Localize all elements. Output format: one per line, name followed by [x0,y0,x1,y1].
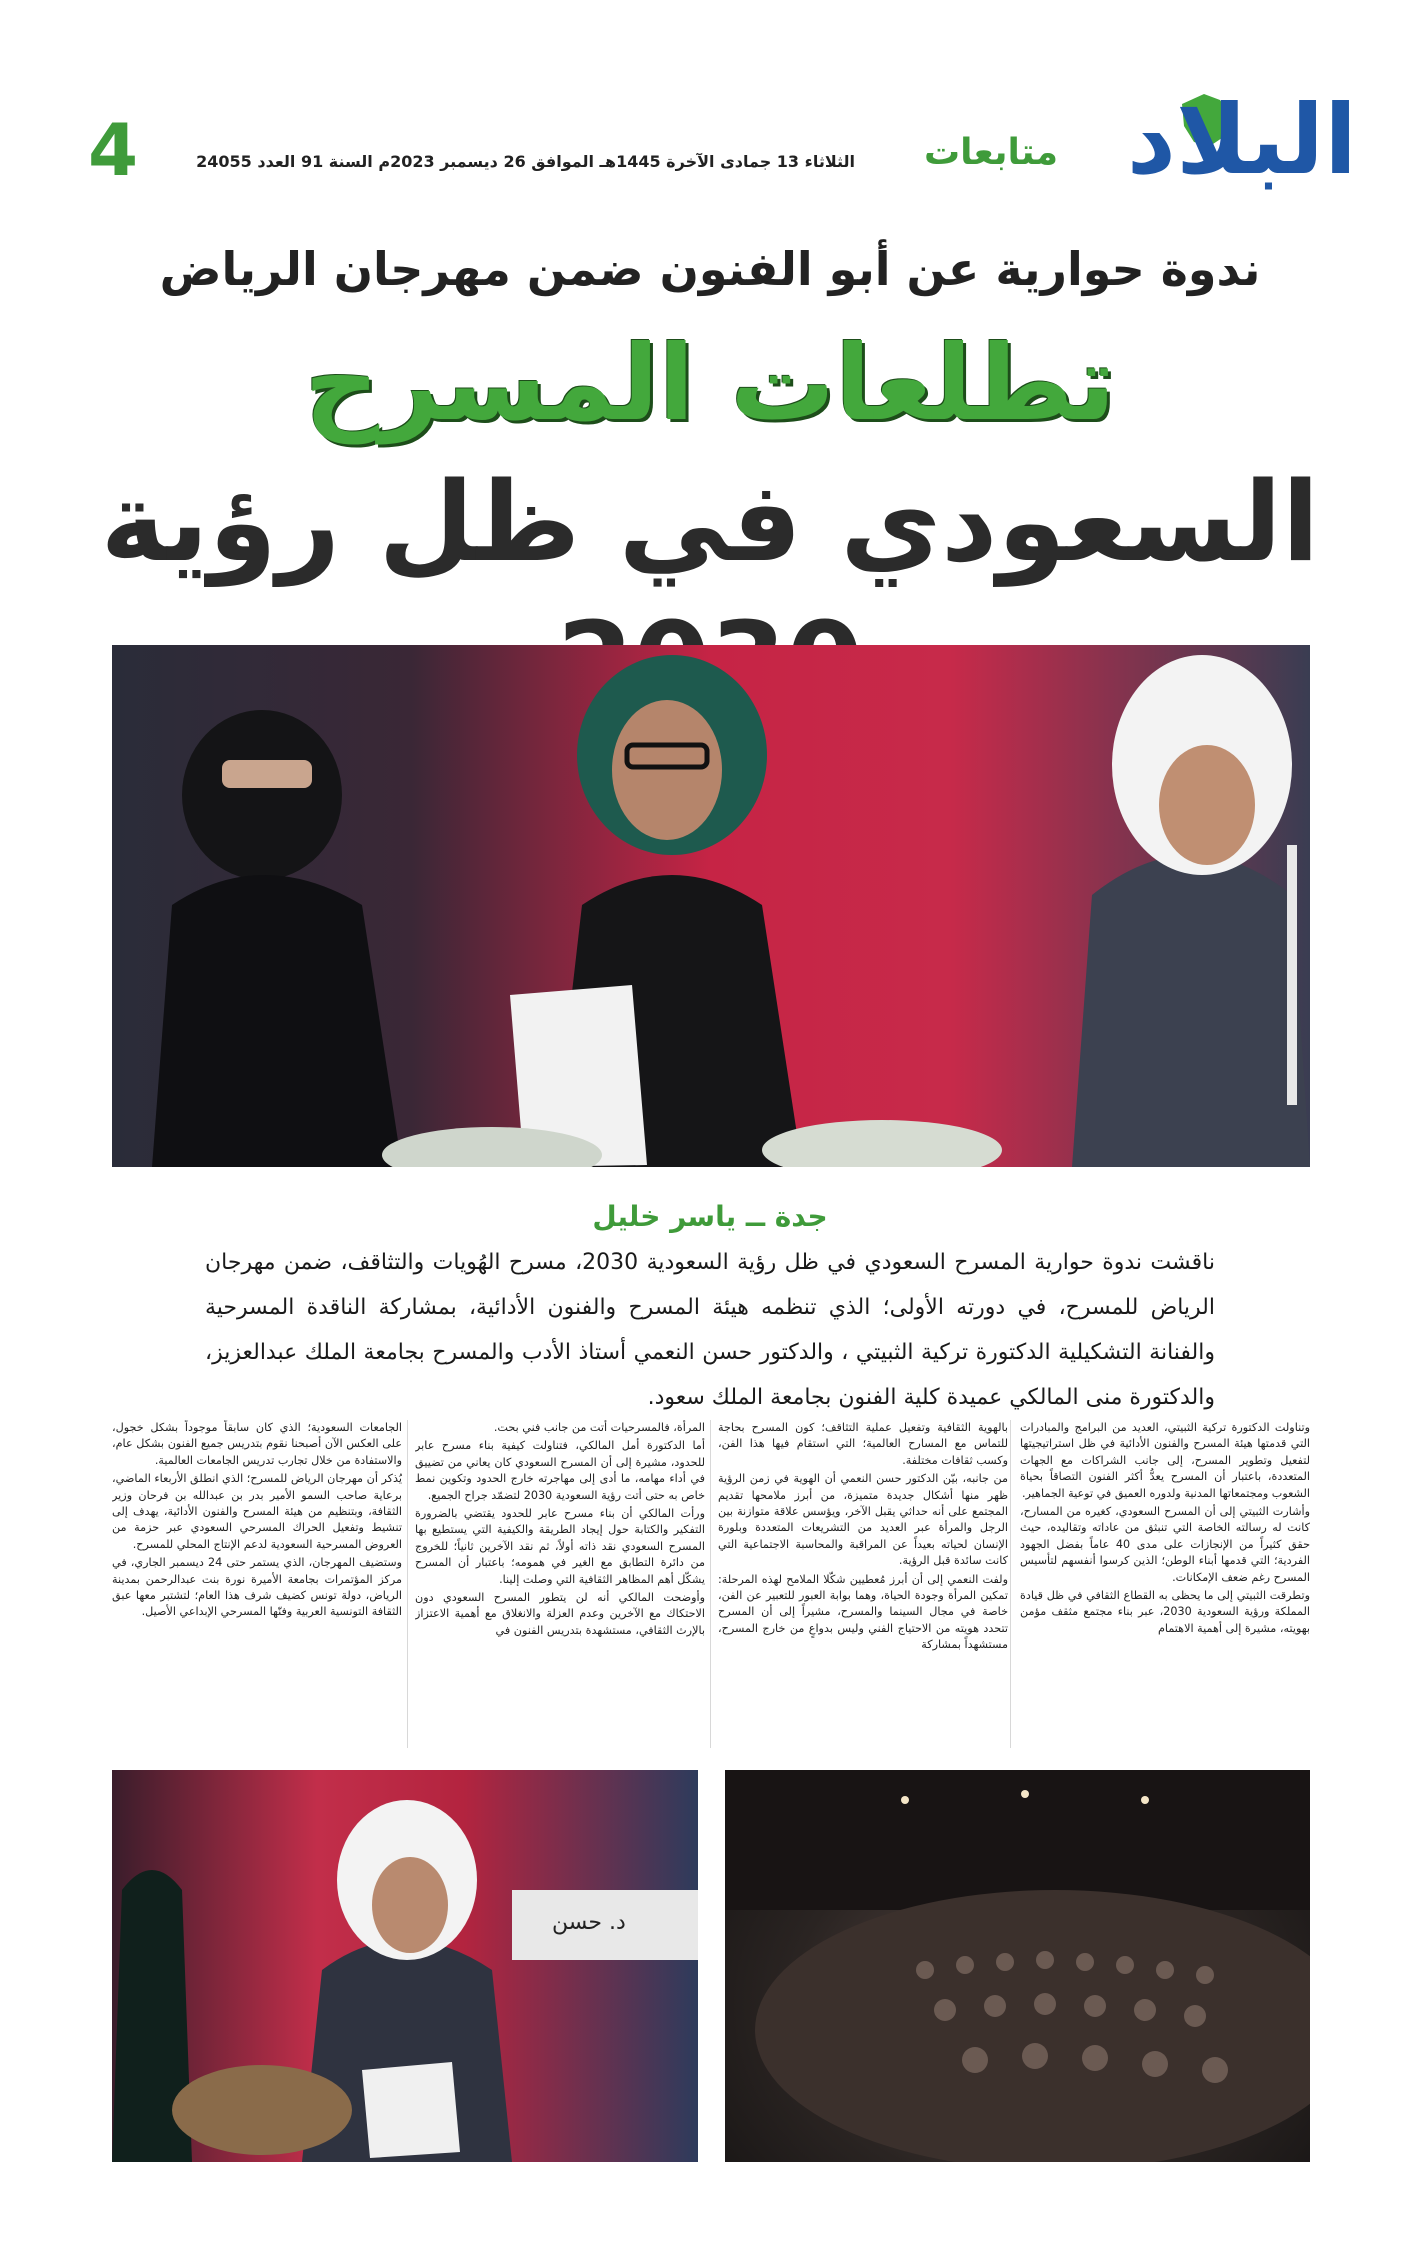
page-number: 4 [88,108,139,192]
logo-text: البلاد [1126,84,1357,196]
audience-photo [725,1770,1310,2162]
main-headline-green: تطلعات المسرح [304,322,1116,444]
newspaper-logo [1112,84,1357,196]
paragraph: من جانبه، بيّن الدكتور حسن النعمي أن الهوية في زمن الرؤية ظهر منها أشكال جديدة متميزة، من أبرز ملامحها تقديم المجتمع على أنه حداثي يقبل الآخر، ويؤسس علاقة متوازنة بين الرجل والمرأة عبر العديد من التشريعات المتعددة وبلورة الإنسان لحياته بعيداً عن المراقبة والمحاسبة الاجتماعية التي كانت سائدة قبل الرؤية. [718,1472,1008,1568]
paragraph: المرأة، فالمسرحيات أتت من جانب فني بحت. [493,1421,705,1434]
paragraph: وأوضحت المالكي أنه لن يتطور المسرح السعودي دون الاحتكاك مع الآخرين وعدم العزلة والانغلاق مع أهمية الاعتزاز بالإرث الثقافي، مستشهدة بتدريس الفنون في [415,1591,705,1637]
article-column-3 [415,1420,705,1748]
panel-speakers-illustration [112,645,1310,1167]
name-card-text: د. حسن [552,1910,626,1935]
paragraph: أما الدكتورة أمل المالكي، فتناولت كيفية بناء مسرح عابر للحدود، مشيرة إلى أن المسرح السعودي كان يعاني من تضييق في أداء مهامه، ما أدى إلى مهاجرته خارج الحدود وتكوين نمط خاص به حتى أتت رؤية السعودية 2030 لتضمّد جراح الجميع. [415,1439,705,1502]
paragraph: ولفت النعمي إلى أن أبرز مُعطيين شكّلا الملامح لهذه المرحلة: تمكين المرأة وجودة الحياة، وهما بوابة العبور للتعبير عن الفن، خاصة في مجال السينما والمسرح، مشيراً إلى أن المسرح تتحدد هويته من الاحتياج الفني وليس بدواعٍ من خارج المسرح، مستشهداً بمشاركة [718,1572,1008,1652]
speaker-photo [112,1770,698,2162]
column-divider [1010,1420,1011,1748]
article-column-4 [112,1420,402,1748]
column-divider [407,1420,408,1748]
article-byline: جدة ــ ياسر خليل [592,1200,828,1233]
paragraph: ورأت المالكي أن بناء مسرح عابر للحدود يقتضي بالضرورة التفكير والكتابة حول إيجاد الطريقة والكيفية التي يستطيع بها المسرح السعودي نقد ذاته أولاً، ثم نقد الآخرين ثانياً؛ للخروج من دائرة التطابق مع الغير في همومه؛ باعتبار أن المسرح يشكّل أهم المظاهر الثقافية التي وصلت إلينا. [415,1507,705,1586]
paragraph: وأشارت الثبيتي إلى أن المسرح السعودي، كغيره من المسارح، كانت له رسالته الخاصة التي تنبثق من عاداته وتقاليده، حيث حقق كثيراً من الإنجازات على مدى 40 عاماً بفضل الجهود الفردية؛ التي قدمها أبناء الوطن؛ الذين كرسوا أنفسهم لتأسيس المسرح رغم ضعف الإمكانات. [1020,1505,1310,1584]
issue-date-line: الثلاثاء 13 جمادى الآخرة 1445هـ الموافق 26 ديسمبر 2023م السنة 91 العدد 24055 [196,152,855,171]
paragraph: وستضيف المهرجان، الذي يستمر حتى 24 ديسمبر الجاري، في مركز المؤتمرات بجامعة الأميرة نورة بنت عبدالرحمن بمدينة الرياض، دولة تونس كضيف شرف هذا العام؛ لتشتبر معها عبق الثقافة التونسية العربية وفنّها المسرحي الإبداعي الأصيل. [112,1556,402,1619]
article-lede: ناقشت ندوة حوارية المسرح السعودي في ظل رؤية السعودية 2030، مسرح الهُويات والتثاقف، ضمن مهرجان الرياض للمسرح، في دورته الأولى؛ الذي تنظمه هيئة المسرح والفنون الأدائية، بمشاركة الناقدة المسرحية والفنانة التشكيلية الدكتورة تركية الثبيتي ، والدكتور حسن النعمي أستاذ الأدب والمسرح بجامعة الملك عبدالعزيز، والدكتورة منى المالكي عميدة كلية الفنون بجامعة الملك سعود. [205,1250,1215,1410]
audience-illustration [725,1770,1310,2162]
section-label: متابعات [923,132,1058,173]
main-photo [112,645,1310,1167]
article-column-1 [1020,1420,1310,1748]
article-column-2 [718,1420,1008,1748]
paragraph: يُذكر أن مهرجان الرياض للمسرح؛ الذي انطلق الأربعاء الماضي، برعاية صاحب السمو الأمير بدر بن عبدالله بن فرحان وزير الثقافة، وبتنظيم من هيئة المسرح والفنون الأدائية، يهدف إلى تنشيط وتفعيل الحراك المسرحي السعودي عبر حزمة من العروض المسرحية السعودية لدعم الإنتاج المحلي للمسرح. [112,1472,402,1551]
paragraph: وتناولت الدكتورة تركية الثبيتي، العديد من البرامج والمبادرات التي قدمتها هيئة المسرح والفنون الأدائية في ظل استراتيجيتها لتفعيل وتطوير المسرح، إلى جانب الشراكات مع الجهات المتعددة، باعتبار أن المسرح يعدُّ أكثر الفنون التصاقاً بحياة الشعوب ومجتمعاتها المدنية ولدوره العميق في توعية الجماهير. [1020,1421,1310,1500]
speaker-illustration [112,1770,698,2162]
paragraph: الجامعات السعودية؛ الذي كان سابقاً موجوداً بشكل خجول، على العكس الآن أصبحنا نقوم بتدريس جميع الفنون بشكل عام، والاستفادة من خلال تجارب تدريس الجامعات العالمية. [112,1421,402,1467]
paragraph: بالهوية الثقافية وتفعيل عملية التثاقف؛ كون المسرح بحاجة للتماس مع المسارح العالمية؛ التي استقام فيها هذا الفن، وكسب ثقافات مختلفة. [718,1421,1008,1467]
main-headline-black: السعودي في ظل رؤية [100,458,1320,586]
paragraph: وتطرقت الثبيتي إلى ما يحظى به القطاع الثقافي في ظل قيادة المملكة ورؤية السعودية 2030، عبر بناء مجتمع مثقف مؤمن بهويته، مشيرة إلى أهمية الاهتمام [1020,1589,1310,1635]
kicker-headline: ندوة حوارية عن أبو الفنون ضمن مهرجان الرياض [159,242,1261,296]
column-divider [710,1420,711,1748]
